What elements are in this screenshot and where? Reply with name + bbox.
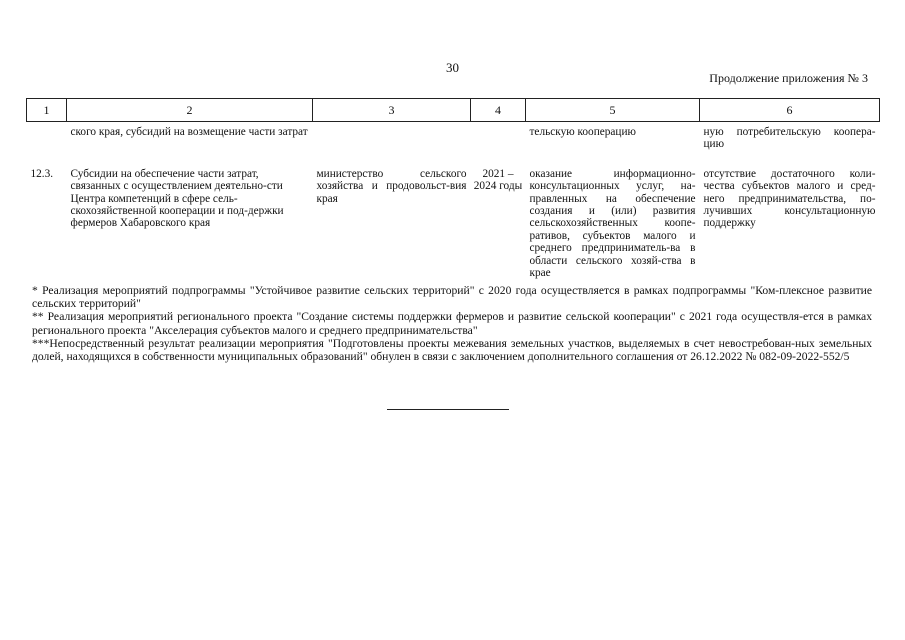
cell-name: ского края, субсидий на возмещение части затрат	[70, 126, 308, 138]
cell-name: Субсидии на обеспечение части затрат, связанных с осуществлением деятельно-сти Центра компетенций в сфере сель-скохозяйственной кооперации и под-держки фермеров Хабаровского края	[70, 167, 284, 230]
cell-result: оказание информационно-консультационных услуг, на-правленных на обеспечение создания и (или) развития сельскохозяйственных коопе-ративов, субъектов малого и среднего предприниматель-ва в области сельского хозяй-ства в крае	[529, 167, 696, 280]
footnotes	[32, 284, 872, 363]
cell-number	[27, 122, 67, 165]
cell-number: 12.3.	[30, 167, 54, 180]
header-col-5: 5	[526, 99, 700, 122]
cell-period: 2021 – 2024 годы	[473, 167, 523, 193]
header-col-6: 6	[700, 99, 880, 122]
footnote-3: ***Непосредственный результат реализации мероприятия "Подготовлены проекты межевания земельных участков, выделяемых в счет невостребован-ных земельных долей, находящихся в собственности муниципальных образований" обнулен в связи с заключением дополнительного соглашения от 26.12.2022 № 082-09-2022-552/5	[32, 336, 872, 364]
header-col-4: 4	[471, 99, 526, 122]
cell-period	[471, 122, 526, 165]
footnote-2: ** Реализация мероприятий регионального проекта "Создание системы поддержки фермеров и развитие сельской кооперации" с 2021 года осуществля-ется в рамках регионального проекта "Акселерация субъектов малого и среднего предпринимательства"	[32, 310, 872, 337]
end-divider	[387, 409, 509, 410]
cell-executor	[313, 122, 471, 165]
continuation-label: Продолжение приложения № 3	[709, 71, 868, 85]
cell-result: тельскую кооперацию	[529, 126, 636, 138]
page-number: 30	[446, 60, 459, 75]
cell-consequence: отсутствие достаточного коли-чества субъектов малого и сред-него предпринимательства, по-лучивших консультационную поддержку	[703, 167, 876, 230]
footnote-1: * Реализация мероприятий подпрограммы "Устойчивое развитие сельских территорий" с 2020 года осуществляется в рамках подпрограммы "Ком-плексное развитие сельских территорий"	[32, 284, 872, 311]
table-row-continuation	[27, 122, 880, 165]
cell-consequence: ную потребительскую коопера-цию	[703, 126, 876, 151]
table-row-12-3	[27, 165, 880, 280]
header-col-2: 2	[67, 99, 313, 122]
header-col-3: 3	[313, 99, 471, 122]
cell-executor: министерство сельского хозяйства и продовольст-вия края	[316, 167, 467, 205]
annex-table	[26, 98, 880, 279]
table-header-row	[27, 99, 880, 122]
header-col-1: 1	[27, 99, 67, 122]
